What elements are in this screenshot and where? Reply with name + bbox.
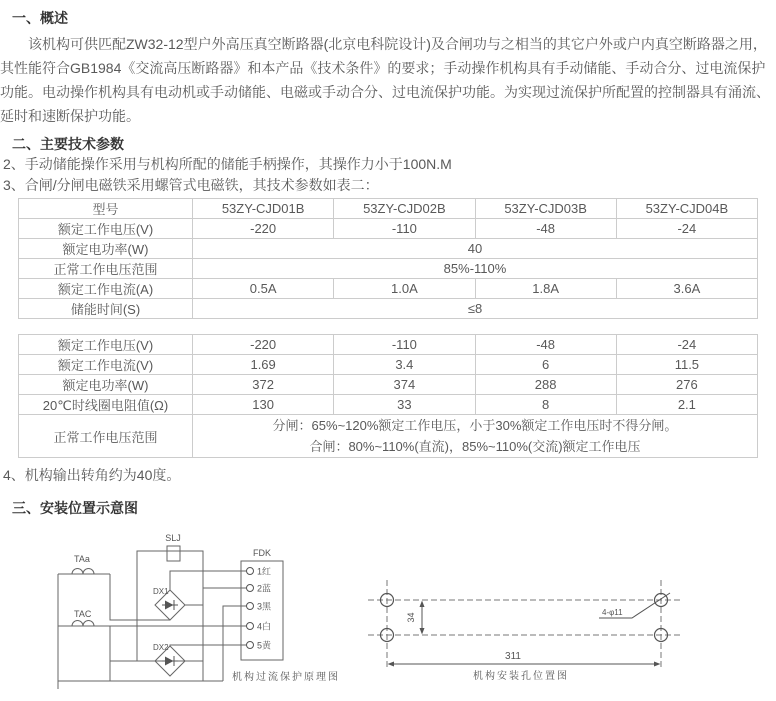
table-cell: 33 (334, 395, 475, 415)
dim-horizontal-value: 311 (505, 651, 521, 662)
terminal-circle (247, 568, 254, 575)
terminal-circle (247, 603, 254, 610)
table-row (19, 219, 758, 239)
table-cell: 1.0A (334, 279, 475, 299)
table-row (19, 335, 758, 355)
table-header-cell: 型号 (19, 199, 193, 219)
dim-arrow-right (654, 662, 661, 667)
row-label: 额定电功率(W) (19, 239, 193, 259)
terminal-label: 5黄 (257, 640, 272, 651)
voltage-range-cell (193, 415, 758, 458)
ct1-symbol (72, 569, 94, 575)
parameter-item-3: 3、合闸/分闸电磁铁采用螺管式电磁铁，其技术参数如表二： (3, 177, 379, 193)
table-cell: -24 (616, 219, 757, 239)
table-cell: 130 (193, 395, 334, 415)
terminal-label: 4白 (257, 621, 272, 632)
mounting-hole-diagram (350, 518, 776, 701)
bridge1-diode-triangle (165, 601, 174, 610)
bridge2-out1-wire (170, 645, 247, 646)
table-cell: -110 (334, 219, 475, 239)
hole-callout-label: 4-φ11 (602, 608, 623, 617)
dim-vertical-value: 34 (406, 612, 416, 623)
connector-label: FDK (253, 548, 271, 558)
spec-table-1 (18, 198, 758, 319)
table-cell: -48 (475, 219, 616, 239)
range-line-open: 分闸：65%~120%额定工作电压，小于30%额定工作电压时不得分闸。 (272, 418, 678, 433)
dim-arrow-left (388, 662, 395, 667)
relay-label: SLJ (165, 533, 181, 543)
table-row (19, 395, 758, 415)
table-cell: 2.1 (616, 395, 757, 415)
table-cell: -220 (193, 335, 334, 355)
terminal-circle (247, 623, 254, 630)
table-row (19, 375, 758, 395)
ct2-label: TAC (74, 609, 92, 619)
row-label: 额定工作电压(V) (19, 335, 193, 355)
row-label: 额定工作电流(A) (19, 279, 193, 299)
table-row (19, 199, 758, 219)
terminal-label: 2蓝 (257, 583, 272, 594)
table-cell-span: 85%-110% (193, 259, 758, 279)
bridge1-out2-wire (185, 588, 247, 605)
table-row (19, 259, 758, 279)
mounting-diagram-caption: 机构安装孔位置图 (473, 671, 569, 682)
table-cell: 288 (475, 375, 616, 395)
table-row (19, 415, 758, 458)
terminal-circle (247, 642, 254, 649)
table-cell: 3.6A (616, 279, 757, 299)
terminal-circle (247, 585, 254, 592)
terminal-label: 3黑 (257, 601, 272, 612)
table-cell: 372 (193, 375, 334, 395)
table-header-cell: 53ZY-CJD04B (616, 199, 757, 219)
table-cell: -110 (334, 335, 475, 355)
overview-paragraph: 该机构可供匹配ZW32-12型户外高压真空断路器(北京电科院设计)及合闸功与之相当的其它户外或户内真空断路器之用，其性能符合GB1984《交流高压断路器》和本产品《技术条件》的要求；手动操作机构具有手动储能、手动合分、过电流保护功能。电动操作机构具有电动机或手动储能、电磁或手动合分、过电流保护功能。为实现过流保护所配置的控制器具有涌流、延时和速断保护功能。 (0, 36, 770, 124)
spec-table-2 (18, 334, 758, 458)
table-header-cell: 53ZY-CJD01B (193, 199, 334, 219)
range-line-close: 合闸：80%~110%(直流)，85%~110%(交流)额定工作电压 (309, 439, 641, 454)
ct1-label: TAa (74, 554, 90, 564)
table-cell: -24 (616, 335, 757, 355)
table-header-cell: 53ZY-CJD02B (334, 199, 475, 219)
row-label: 储能时间(S) (19, 299, 193, 319)
table-cell: 6 (475, 355, 616, 375)
dim-arrow-down (420, 628, 425, 635)
row-label: 额定工作电压(V) (19, 219, 193, 239)
terminal-label: 1红 (257, 566, 272, 577)
installation-diagrams (0, 518, 776, 701)
table-cell: 1.69 (193, 355, 334, 375)
overview-heading: 一、概述 (12, 10, 68, 26)
table-cell: 8 (475, 395, 616, 415)
parameter-item-4: 4、机构输出转角约为40度。 (3, 467, 181, 483)
row-label: 正常工作电压范围 (19, 415, 193, 458)
ct2-symbol (72, 621, 94, 627)
table-header-cell: 53ZY-CJD03B (475, 199, 616, 219)
bridge2-diode-triangle (165, 657, 174, 666)
installation-heading: 三、安装位置示意图 (12, 500, 138, 516)
parameters-heading: 二、主要技术参数 (12, 136, 124, 152)
row-label: 额定电功率(W) (19, 375, 193, 395)
table-cell-span: ≤8 (193, 299, 758, 319)
row-label: 20℃时线圈电阻值(Ω) (19, 395, 193, 415)
table-row (19, 299, 758, 319)
table-cell: 11.5 (616, 355, 757, 375)
parameter-item-2: 2、手动储能操作采用与机构所配的储能手柄操作，其操作力小于100N.M (3, 156, 452, 172)
bridge2-label: DX2 (153, 643, 169, 652)
table-cell-span: 40 (193, 239, 758, 259)
row-label: 额定工作电流(V) (19, 355, 193, 375)
table-row (19, 239, 758, 259)
overcurrent-protection-diagram (20, 518, 350, 701)
bridge1-label: DX1 (153, 587, 169, 596)
table-cell: -220 (193, 219, 334, 239)
table-cell: 3.4 (334, 355, 475, 375)
protection-diagram-caption: 机构过流保护原理图 (232, 672, 340, 683)
dim-arrow-up (420, 601, 425, 608)
relay-symbol (167, 546, 180, 561)
bridge1-out1-wire (170, 571, 247, 590)
table-row (19, 355, 758, 375)
ct1-riser-wire (110, 574, 170, 620)
table-cell: 374 (334, 375, 475, 395)
table-cell: 276 (616, 375, 757, 395)
table-cell: -48 (475, 335, 616, 355)
table-cell: 0.5A (193, 279, 334, 299)
table-cell: 1.8A (475, 279, 616, 299)
row-label: 正常工作电压范围 (19, 259, 193, 279)
bridge2-in2-wire (185, 661, 203, 681)
table-row (19, 279, 758, 299)
